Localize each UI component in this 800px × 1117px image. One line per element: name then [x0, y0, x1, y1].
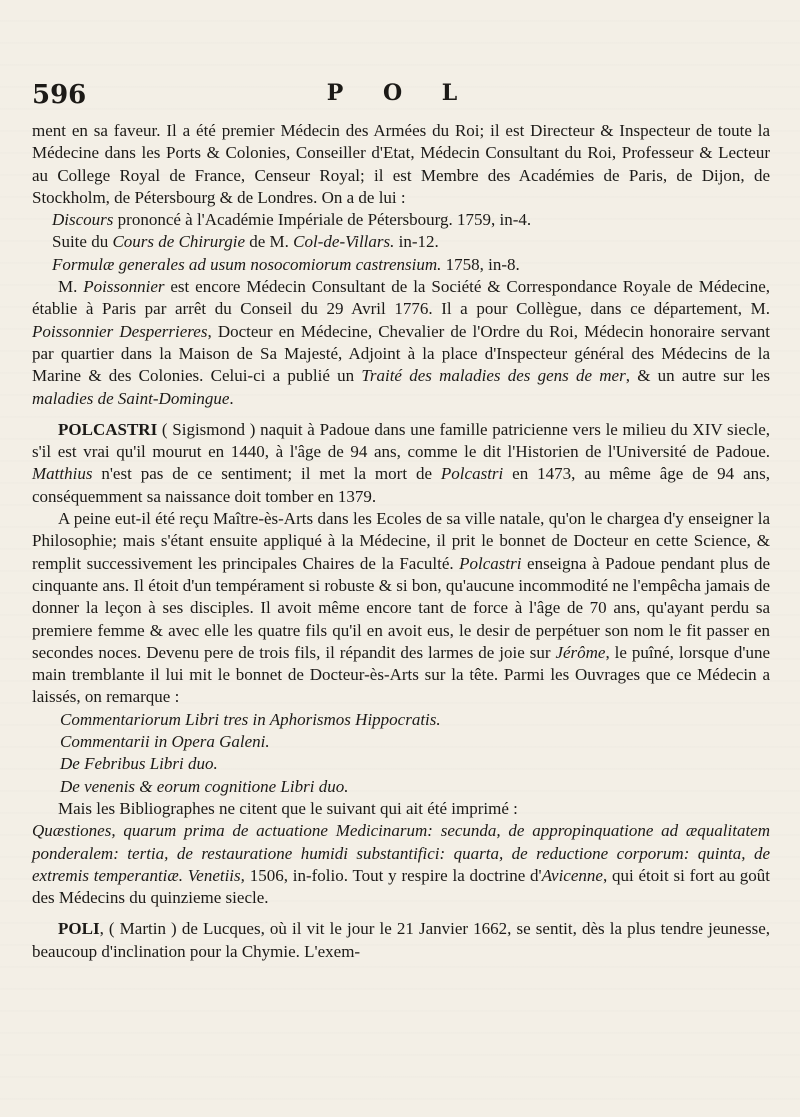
- poissonnier-paragraph-1: ment en sa faveur. Il a été premier Médecin des Armées du Roi; il est Directeur & Inspecteur de toute la Médecine dans les Ports & Colonies, Conseiller d'Etat, Médecin Consultant du Roi, Professeur & Lecteur au College Royal de France, Censeur Royal; il est Membre des Académies de Paris, de Dijon, de Stockholm, de Pétersbourg & de Londres. On a de lui :: [32, 121, 770, 207]
- work-title: Formulæ generales ad usum nosocomiorum castrensium.: [52, 254, 442, 274]
- entry-headword: POLI: [58, 919, 100, 939]
- person-name: Jérôme: [555, 642, 606, 662]
- body-text: [32, 120, 770, 963]
- work-mid: de M.: [245, 232, 294, 252]
- text-run: M.: [58, 277, 84, 297]
- text-run: 1506, in-folio. Tout y respire la doctrine d': [244, 865, 542, 885]
- polcastri-work-3: De Febribus Libri duo.: [60, 754, 218, 774]
- text-run: n'est pas de ce sentiment; il met la mort de: [92, 464, 441, 484]
- work-title: Traité des maladies des gens de mer: [361, 366, 626, 386]
- entry-headword: POLCASTRI: [58, 419, 158, 439]
- running-head: P O L: [326, 80, 474, 106]
- polcastri-work-1: Commentariorum Libri tres in Aphorismos Hippocratis.: [60, 709, 441, 729]
- text-run: , le puîné, lorsque d'une main tremblante il lui mit le bonnet de Docteur-ès-Arts sur la tête. Parmi les Ouvrages que ce Médecin a laissés, on remarque :: [32, 642, 770, 707]
- text-run: est encore Médecin Consultant de la Société & Correspondance Royale de Médecine, établie à Paris par arrêt du Conseil du 29 Avril 1776. Il a pour Collègue, dans ce département, M.: [32, 277, 771, 319]
- page-number: 596: [32, 80, 87, 110]
- text-run: , Docteur en Médecine, Chevalier de l'Ordre du Roi, Médecin honoraire servant par quartier dans la Maison de Sa Majesté, Adjoint à la place d'Inspecteur général des Médecins de la Marine & des Colonies. Celui-ci a publié un: [32, 321, 771, 386]
- work-title: maladies de Saint-Domingue: [32, 388, 230, 408]
- work-author: Col-de-Villars.: [293, 232, 395, 252]
- text-run: en 1473, au même âge de 94 ans, conséquemment sa naissance doit tomber en 1379.: [32, 464, 770, 506]
- person-name: Polcastri: [440, 464, 504, 484]
- person-name: Avicenne: [541, 865, 603, 885]
- text-run: .: [229, 388, 234, 408]
- poli-paragraph-1: [32, 918, 770, 963]
- polcastri-work-4: De venenis & eorum cognitione Libri duo.: [60, 776, 349, 796]
- work-prefix: Suite du: [52, 232, 113, 252]
- text-run: , & un autre sur les: [625, 366, 771, 386]
- work-details: in-12.: [394, 232, 439, 252]
- polcastri-work-2: Commentarii in Opera Galeni.: [60, 732, 270, 752]
- work-title: Discours: [52, 210, 114, 230]
- work-title: Quæstiones, quarum prima de actuatione Medicinarum: secunda, de appropinquatione ad æqualitatem ponderalem: tertia, de restauratione humidi substantifici: quarta, de reductione corporum: quinta, de extremis temperantiæ. Venetiis,: [32, 821, 770, 885]
- entry-gap: [32, 410, 770, 419]
- person-name: Matthius: [32, 464, 93, 484]
- text-run: , ( Martin ) de Lucques, où il vit le jour le 21 Janvier 1662, se sentit, dès la plus tendre jeunesse, beaucoup d'inclination pour la Chymie. L'exem-: [32, 919, 770, 961]
- text-run: enseigna à Padoue pendant plus de cinquante ans. Il étoit d'un tempérament si robuste & si bon, qu'aucune incommodité ne l'empêcha jamais de donner la leçon à ses disciples. Il avoit même encore tant de force à l'âge de 70 ans, qu'ayant perdu sa premiere femme & avec elle les quatre fils qu'il en avoit eus, le desir de perpétuer son nom le fit passer en secondes noces. Devenu pere de trois fils, il répandit des larmes de joie sur: [32, 553, 770, 662]
- poissonnier-work-2: [32, 231, 770, 253]
- person-name: Polcastri: [459, 553, 522, 573]
- text-run: ( Sigismond ) naquit à Padoue dans une famille patricienne vers le milieu du XIV siecle, s'il est vrai qu'il mourut en 1440, à l'âge de 94 ans, comme le dit l'Historien de l'Université de Padoue.: [32, 419, 770, 462]
- polcastri-paragraph-1: [32, 419, 770, 508]
- person-name: Poissonnier Desperrieres: [32, 321, 208, 341]
- entry-gap: [32, 909, 770, 918]
- poissonnier-work-1: [32, 209, 770, 231]
- work-details: prononcé à l'Académie Impériale de Pétersbourg. 1759, in-4.: [113, 210, 532, 230]
- polcastri-paragraph-4: [32, 820, 770, 909]
- work-title: Cours de Chirurgie: [112, 232, 245, 252]
- person-name: Poissonnier: [83, 277, 165, 297]
- poissonnier-paragraph-2: [32, 276, 770, 410]
- work-details: 1758, in-8.: [441, 254, 520, 274]
- polcastri-paragraph-3: Mais les Bibliographes ne citent que le suivant qui ait été imprimé :: [58, 798, 518, 818]
- text-run: , qui étoit si fort au goût des Médecins du quinzieme siecle.: [32, 865, 771, 908]
- poissonnier-work-3: [32, 254, 770, 276]
- text-run: A peine eut-il été reçu Maître-ès-Arts dans les Ecoles de sa ville natale, qu'on le chargea d'y enseigner la Philosophie; mais s'étant ensuite appliqué à la Médecine, il prit le bonnet de Docteur en cette Science, & remplit successivement les principales Chaires de la Faculté.: [32, 509, 770, 573]
- polcastri-paragraph-2: [32, 508, 770, 709]
- page-header: [32, 80, 768, 110]
